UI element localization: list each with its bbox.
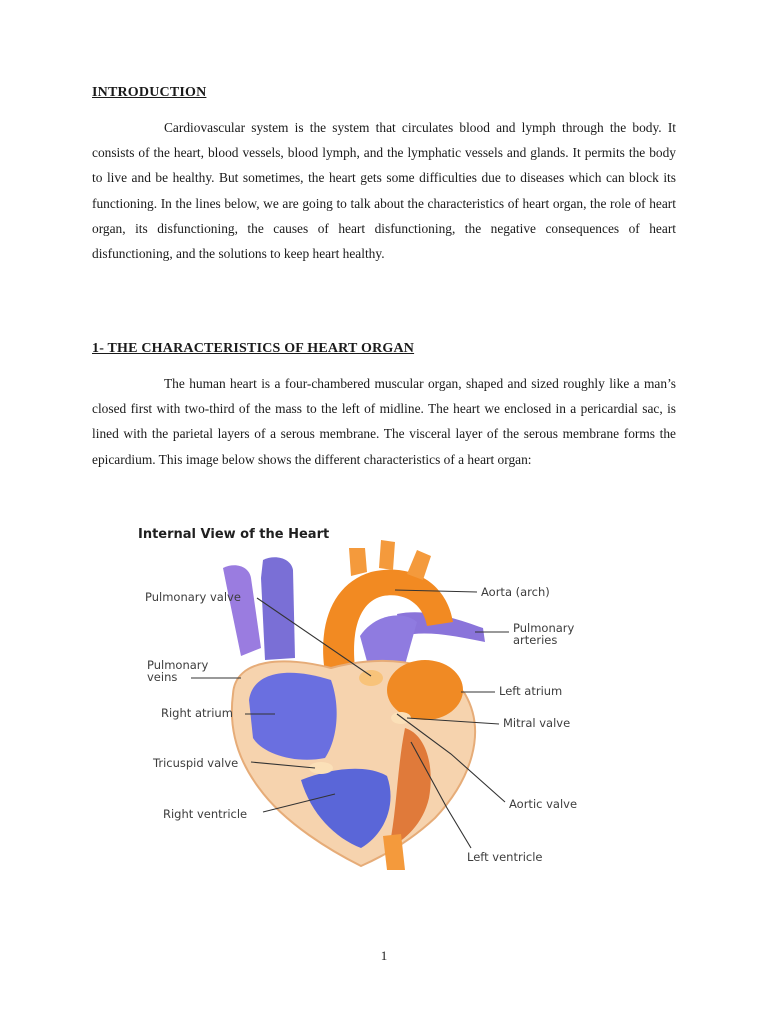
label-right-ventricle: Right ventricle: [163, 807, 248, 821]
page-number: 1: [380, 948, 388, 963]
label-pulmonary-arteries-1: Pulmonary: [513, 621, 575, 635]
label-pulmonary-veins-1: Pulmonary: [147, 658, 209, 672]
label-pulmonary-veins-2: veins: [147, 670, 178, 684]
pulmonary-vein-branch: [223, 565, 261, 656]
introduction-heading: INTRODUCTION: [92, 85, 207, 100]
label-aortic-valve: Aortic valve: [509, 797, 578, 811]
pulmonary-valve-shape: [359, 670, 383, 686]
label-pulmonary-arteries-2: arteries: [513, 633, 558, 647]
diagram-title: Internal View of the Heart: [138, 527, 330, 542]
left-atrium-chamber: [387, 660, 463, 720]
label-left-atrium: Left atrium: [499, 684, 563, 698]
superior-vena-cava: [261, 557, 295, 660]
heart-diagram: [135, 518, 595, 878]
heart-illustration: [223, 540, 485, 870]
section-1-heading: 1- THE CHARACTERISTICS OF HEART ORGAN: [92, 341, 415, 356]
label-aorta: Aorta (arch): [481, 585, 550, 599]
label-pulmonary-valve: Pulmonary valve: [145, 590, 241, 604]
section-1-paragraph: The human heart is a four-chambered muscular organ, shaped and sized roughly like a man’s closed first with two-third of the mass to the left of midline. The heart we enclosed in a pericardial sac, is lined with the parietal layers of a serous membrane. The visceral layer of the serous membrane forms the epicardium. This image below shows the different characteristics of a heart organ:: [92, 376, 676, 467]
label-mitral-valve: Mitral valve: [503, 716, 571, 730]
label-tricuspid-valve: Tricuspid valve: [153, 756, 239, 770]
heart-diagram-svg: [135, 518, 595, 878]
label-left-ventricle: Left ventricle: [467, 850, 543, 864]
introduction-paragraph: Cardiovascular system is the system that circulates blood and lymph through the body. It consists of the heart, blood vessels, blood lymph, and the lymphatic vessels and glands. It permits the body to live and be healthy. But sometimes, the heart gets some difficulties due to diseases which can block its functioning. In the lines below, we are going to talk about the characteristics of heart organ, the role of heart organ, its disfunctioning, the causes of heart disfunctioning, the negative consequences of heart disfunctioning, and the solutions to keep heart healthy.: [92, 120, 676, 262]
label-right-atrium: Right atrium: [161, 706, 233, 720]
right-atrium-chamber: [249, 673, 337, 760]
